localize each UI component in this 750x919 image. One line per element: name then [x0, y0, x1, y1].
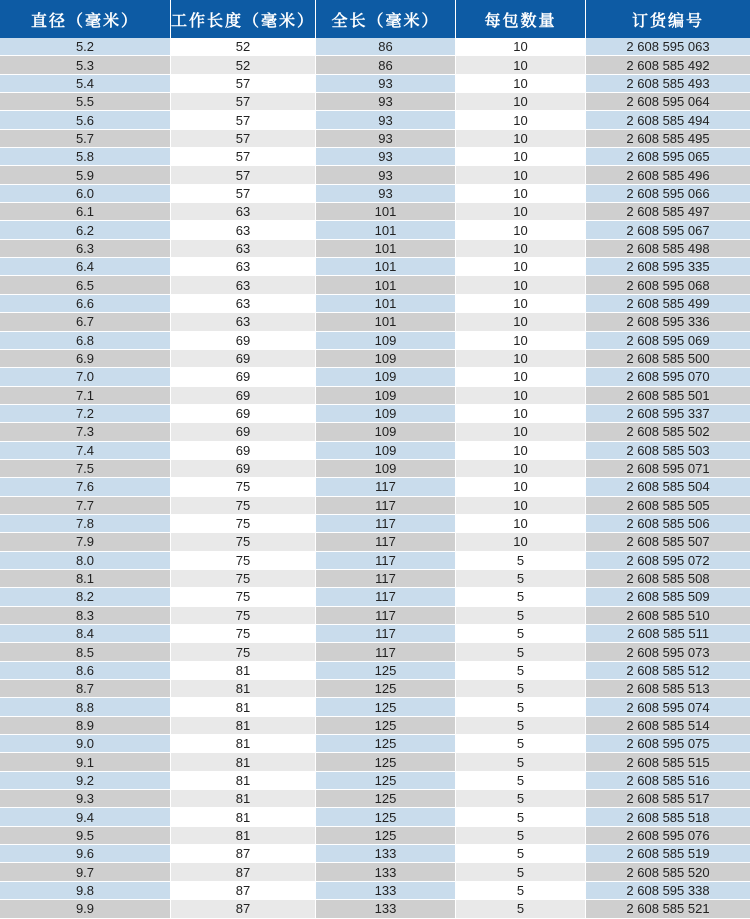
- diameter-cell: 7.8: [0, 515, 170, 533]
- pack-quantity-cell: 5: [455, 882, 585, 900]
- total-length-cell: 101: [315, 313, 455, 331]
- total-length-cell: 109: [315, 368, 455, 386]
- order-number-cell: 2 608 595 335: [585, 258, 750, 276]
- pack-quantity-cell: 10: [455, 533, 585, 551]
- working-length-cell: 63: [170, 258, 315, 276]
- pack-quantity-cell: 10: [455, 276, 585, 294]
- diameter-cell: 9.6: [0, 845, 170, 863]
- total-length-cell: 117: [315, 533, 455, 551]
- order-number-cell: 2 608 595 063: [585, 38, 750, 56]
- diameter-cell: 9.4: [0, 808, 170, 826]
- order-number-cell: 2 608 595 064: [585, 93, 750, 111]
- diameter-cell: 5.2: [0, 38, 170, 56]
- working-length-cell: 57: [170, 111, 315, 129]
- diameter-cell: 9.5: [0, 827, 170, 845]
- table-row: [0, 185, 750, 203]
- pack-quantity-cell: 10: [455, 240, 585, 258]
- total-length-cell: 86: [315, 56, 455, 74]
- working-length-cell: 75: [170, 625, 315, 643]
- diameter-cell: 9.7: [0, 863, 170, 881]
- diameter-cell: 7.1: [0, 387, 170, 405]
- diameter-cell: 7.2: [0, 405, 170, 423]
- total-length-cell: 109: [315, 442, 455, 460]
- pack-quantity-cell: 10: [455, 93, 585, 111]
- table-row: [0, 808, 750, 826]
- order-number-cell: 2 608 585 497: [585, 203, 750, 221]
- working-length-cell: 75: [170, 515, 315, 533]
- total-length-cell: 125: [315, 680, 455, 698]
- pack-quantity-cell: 5: [455, 588, 585, 606]
- table-row: [0, 93, 750, 111]
- table-row: [0, 827, 750, 845]
- table-row: [0, 276, 750, 294]
- total-length-cell: 101: [315, 203, 455, 221]
- table-row: [0, 570, 750, 588]
- total-length-cell: 109: [315, 405, 455, 423]
- pack-quantity-cell: 5: [455, 863, 585, 881]
- diameter-cell: 5.9: [0, 166, 170, 184]
- table-row: [0, 643, 750, 661]
- pack-quantity-cell: 10: [455, 497, 585, 515]
- diameter-cell: 8.7: [0, 680, 170, 698]
- diameter-cell: 6.2: [0, 221, 170, 239]
- working-length-cell: 81: [170, 808, 315, 826]
- working-length-cell: 63: [170, 276, 315, 294]
- pack-quantity-cell: 5: [455, 735, 585, 753]
- table-row: [0, 497, 750, 515]
- order-number-cell: 2 608 585 509: [585, 588, 750, 606]
- working-length-cell: 69: [170, 405, 315, 423]
- working-length-cell: 81: [170, 698, 315, 716]
- diameter-cell: 8.4: [0, 625, 170, 643]
- order-number-cell: 2 608 595 076: [585, 827, 750, 845]
- diameter-cell: 8.9: [0, 717, 170, 735]
- total-length-cell: 125: [315, 735, 455, 753]
- total-length-cell: 117: [315, 515, 455, 533]
- order-number-cell: 2 608 585 511: [585, 625, 750, 643]
- working-length-cell: 75: [170, 607, 315, 625]
- order-number-cell: 2 608 595 337: [585, 405, 750, 423]
- total-length-cell: 125: [315, 698, 455, 716]
- working-length-cell: 75: [170, 552, 315, 570]
- pack-quantity-cell: 5: [455, 772, 585, 790]
- table-row: [0, 625, 750, 643]
- total-length-cell: 133: [315, 845, 455, 863]
- header-working-length: 工作长度（毫米）: [170, 0, 315, 38]
- table-row: [0, 56, 750, 74]
- pack-quantity-cell: 10: [455, 478, 585, 496]
- pack-quantity-cell: 5: [455, 625, 585, 643]
- order-number-cell: 2 608 595 072: [585, 552, 750, 570]
- table-row: [0, 258, 750, 276]
- diameter-cell: 6.4: [0, 258, 170, 276]
- working-length-cell: 57: [170, 148, 315, 166]
- order-number-cell: 2 608 585 516: [585, 772, 750, 790]
- pack-quantity-cell: 10: [455, 38, 585, 56]
- order-number-cell: 2 608 585 518: [585, 808, 750, 826]
- pack-quantity-cell: 10: [455, 350, 585, 368]
- pack-quantity-cell: 10: [455, 221, 585, 239]
- pack-quantity-cell: 10: [455, 405, 585, 423]
- order-number-cell: 2 608 585 515: [585, 753, 750, 771]
- diameter-cell: 6.1: [0, 203, 170, 221]
- table-row: [0, 717, 750, 735]
- pack-quantity-cell: 10: [455, 442, 585, 460]
- working-length-cell: 81: [170, 735, 315, 753]
- order-number-cell: 2 608 585 499: [585, 295, 750, 313]
- working-length-cell: 69: [170, 387, 315, 405]
- diameter-cell: 9.0: [0, 735, 170, 753]
- working-length-cell: 81: [170, 772, 315, 790]
- total-length-cell: 125: [315, 827, 455, 845]
- table-row: [0, 350, 750, 368]
- order-number-cell: 2 608 585 521: [585, 900, 750, 918]
- order-number-cell: 2 608 585 503: [585, 442, 750, 460]
- total-length-cell: 109: [315, 350, 455, 368]
- table-body: [0, 38, 750, 919]
- total-length-cell: 133: [315, 863, 455, 881]
- total-length-cell: 117: [315, 497, 455, 515]
- diameter-cell: 7.7: [0, 497, 170, 515]
- pack-quantity-cell: 10: [455, 203, 585, 221]
- working-length-cell: 75: [170, 570, 315, 588]
- diameter-cell: 5.8: [0, 148, 170, 166]
- diameter-cell: 6.6: [0, 295, 170, 313]
- table-row: [0, 423, 750, 441]
- table-row: [0, 75, 750, 93]
- diameter-cell: 9.3: [0, 790, 170, 808]
- diameter-cell: 8.6: [0, 662, 170, 680]
- pack-quantity-cell: 5: [455, 845, 585, 863]
- diameter-cell: 8.8: [0, 698, 170, 716]
- pack-quantity-cell: 5: [455, 900, 585, 918]
- pack-quantity-cell: 5: [455, 808, 585, 826]
- diameter-cell: 5.7: [0, 130, 170, 148]
- table-row: [0, 295, 750, 313]
- pack-quantity-cell: 10: [455, 313, 585, 331]
- diameter-cell: 6.0: [0, 185, 170, 203]
- table-row: [0, 588, 750, 606]
- total-length-cell: 109: [315, 460, 455, 478]
- working-length-cell: 87: [170, 863, 315, 881]
- total-length-cell: 125: [315, 790, 455, 808]
- diameter-cell: 5.5: [0, 93, 170, 111]
- diameter-cell: 8.1: [0, 570, 170, 588]
- diameter-cell: 7.3: [0, 423, 170, 441]
- pack-quantity-cell: 5: [455, 827, 585, 845]
- table-row: [0, 662, 750, 680]
- table-row: [0, 166, 750, 184]
- order-number-cell: 2 608 595 338: [585, 882, 750, 900]
- pack-quantity-cell: 5: [455, 552, 585, 570]
- pack-quantity-cell: 10: [455, 130, 585, 148]
- working-length-cell: 81: [170, 662, 315, 680]
- pack-quantity-cell: 5: [455, 607, 585, 625]
- order-number-cell: 2 608 585 505: [585, 497, 750, 515]
- pack-quantity-cell: 5: [455, 662, 585, 680]
- total-length-cell: 93: [315, 148, 455, 166]
- working-length-cell: 57: [170, 93, 315, 111]
- diameter-cell: 9.8: [0, 882, 170, 900]
- order-number-cell: 2 608 585 495: [585, 130, 750, 148]
- working-length-cell: 69: [170, 460, 315, 478]
- pack-quantity-cell: 10: [455, 148, 585, 166]
- table-row: [0, 882, 750, 900]
- table-row: [0, 772, 750, 790]
- working-length-cell: 75: [170, 478, 315, 496]
- order-number-cell: 2 608 595 336: [585, 313, 750, 331]
- diameter-cell: 9.2: [0, 772, 170, 790]
- pack-quantity-cell: 5: [455, 643, 585, 661]
- total-length-cell: 86: [315, 38, 455, 56]
- order-number-cell: 2 608 585 508: [585, 570, 750, 588]
- pack-quantity-cell: 10: [455, 111, 585, 129]
- working-length-cell: 69: [170, 442, 315, 460]
- working-length-cell: 75: [170, 497, 315, 515]
- header-row: [0, 0, 750, 38]
- working-length-cell: 63: [170, 221, 315, 239]
- diameter-cell: 7.6: [0, 478, 170, 496]
- working-length-cell: 69: [170, 423, 315, 441]
- order-number-cell: 2 608 595 066: [585, 185, 750, 203]
- total-length-cell: 125: [315, 662, 455, 680]
- total-length-cell: 125: [315, 808, 455, 826]
- pack-quantity-cell: 5: [455, 698, 585, 716]
- table-row: [0, 698, 750, 716]
- order-number-cell: 2 608 585 512: [585, 662, 750, 680]
- diameter-cell: 6.8: [0, 332, 170, 350]
- header-pack-quantity: 每包数量: [455, 0, 585, 38]
- pack-quantity-cell: 5: [455, 753, 585, 771]
- table-row: [0, 900, 750, 918]
- total-length-cell: 93: [315, 185, 455, 203]
- pack-quantity-cell: 5: [455, 790, 585, 808]
- order-number-cell: 2 608 585 498: [585, 240, 750, 258]
- table-row: [0, 790, 750, 808]
- pack-quantity-cell: 10: [455, 56, 585, 74]
- working-length-cell: 75: [170, 643, 315, 661]
- table-row: [0, 148, 750, 166]
- diameter-cell: 6.7: [0, 313, 170, 331]
- table-row: [0, 38, 750, 56]
- table-header: [0, 0, 750, 38]
- diameter-cell: 6.5: [0, 276, 170, 294]
- order-number-cell: 2 608 585 514: [585, 717, 750, 735]
- diameter-cell: 9.1: [0, 753, 170, 771]
- working-length-cell: 81: [170, 717, 315, 735]
- working-length-cell: 87: [170, 900, 315, 918]
- order-number-cell: 2 608 595 067: [585, 221, 750, 239]
- order-number-cell: 2 608 585 502: [585, 423, 750, 441]
- table-row: [0, 478, 750, 496]
- total-length-cell: 109: [315, 387, 455, 405]
- table-row: [0, 332, 750, 350]
- total-length-cell: 133: [315, 900, 455, 918]
- table-row: [0, 533, 750, 551]
- pack-quantity-cell: 5: [455, 570, 585, 588]
- diameter-cell: 6.3: [0, 240, 170, 258]
- pack-quantity-cell: 10: [455, 460, 585, 478]
- table-row: [0, 552, 750, 570]
- order-number-cell: 2 608 585 507: [585, 533, 750, 551]
- total-length-cell: 109: [315, 423, 455, 441]
- working-length-cell: 81: [170, 790, 315, 808]
- working-length-cell: 63: [170, 295, 315, 313]
- working-length-cell: 52: [170, 56, 315, 74]
- header-order-number: 订货编号: [585, 0, 750, 38]
- total-length-cell: 101: [315, 258, 455, 276]
- table-row: [0, 515, 750, 533]
- pack-quantity-cell: 10: [455, 185, 585, 203]
- total-length-cell: 125: [315, 717, 455, 735]
- diameter-cell: 5.4: [0, 75, 170, 93]
- total-length-cell: 101: [315, 221, 455, 239]
- total-length-cell: 133: [315, 882, 455, 900]
- order-number-cell: 2 608 595 069: [585, 332, 750, 350]
- pack-quantity-cell: 10: [455, 295, 585, 313]
- order-number-cell: 2 608 595 070: [585, 368, 750, 386]
- order-number-cell: 2 608 585 493: [585, 75, 750, 93]
- order-number-cell: 2 608 585 506: [585, 515, 750, 533]
- order-number-cell: 2 608 595 074: [585, 698, 750, 716]
- pack-quantity-cell: 10: [455, 75, 585, 93]
- pack-quantity-cell: 10: [455, 423, 585, 441]
- working-length-cell: 81: [170, 827, 315, 845]
- total-length-cell: 93: [315, 75, 455, 93]
- working-length-cell: 69: [170, 368, 315, 386]
- working-length-cell: 87: [170, 845, 315, 863]
- diameter-cell: 7.5: [0, 460, 170, 478]
- pack-quantity-cell: 10: [455, 166, 585, 184]
- total-length-cell: 101: [315, 276, 455, 294]
- table-row: [0, 442, 750, 460]
- diameter-cell: 8.0: [0, 552, 170, 570]
- pack-quantity-cell: 10: [455, 515, 585, 533]
- pack-quantity-cell: 10: [455, 368, 585, 386]
- pack-quantity-cell: 10: [455, 332, 585, 350]
- working-length-cell: 57: [170, 166, 315, 184]
- working-length-cell: 52: [170, 38, 315, 56]
- working-length-cell: 87: [170, 882, 315, 900]
- working-length-cell: 69: [170, 350, 315, 368]
- order-number-cell: 2 608 595 073: [585, 643, 750, 661]
- order-number-cell: 2 608 585 496: [585, 166, 750, 184]
- table-row: [0, 130, 750, 148]
- diameter-cell: 6.9: [0, 350, 170, 368]
- working-length-cell: 63: [170, 240, 315, 258]
- total-length-cell: 117: [315, 552, 455, 570]
- pack-quantity-cell: 5: [455, 717, 585, 735]
- working-length-cell: 63: [170, 313, 315, 331]
- diameter-cell: 5.6: [0, 111, 170, 129]
- total-length-cell: 117: [315, 478, 455, 496]
- table-row: [0, 221, 750, 239]
- table-row: [0, 387, 750, 405]
- working-length-cell: 63: [170, 203, 315, 221]
- pack-quantity-cell: 5: [455, 680, 585, 698]
- table-row: [0, 680, 750, 698]
- table-row: [0, 240, 750, 258]
- total-length-cell: 109: [315, 332, 455, 350]
- order-number-cell: 2 608 595 068: [585, 276, 750, 294]
- pack-quantity-cell: 10: [455, 258, 585, 276]
- total-length-cell: 117: [315, 625, 455, 643]
- total-length-cell: 93: [315, 111, 455, 129]
- order-number-cell: 2 608 585 510: [585, 607, 750, 625]
- total-length-cell: 101: [315, 240, 455, 258]
- table-row: [0, 313, 750, 331]
- working-length-cell: 81: [170, 753, 315, 771]
- table-row: [0, 203, 750, 221]
- total-length-cell: 93: [315, 93, 455, 111]
- order-number-cell: 2 608 585 500: [585, 350, 750, 368]
- header-total-length: 全长（毫米）: [315, 0, 455, 38]
- working-length-cell: 81: [170, 680, 315, 698]
- working-length-cell: 75: [170, 588, 315, 606]
- total-length-cell: 93: [315, 130, 455, 148]
- working-length-cell: 75: [170, 533, 315, 551]
- diameter-cell: 9.9: [0, 900, 170, 918]
- table-row: [0, 460, 750, 478]
- working-length-cell: 57: [170, 185, 315, 203]
- order-number-cell: 2 608 585 520: [585, 863, 750, 881]
- diameter-cell: 7.4: [0, 442, 170, 460]
- order-number-cell: 2 608 585 517: [585, 790, 750, 808]
- diameter-cell: 5.3: [0, 56, 170, 74]
- order-number-cell: 2 608 585 504: [585, 478, 750, 496]
- pack-quantity-cell: 10: [455, 387, 585, 405]
- working-length-cell: 57: [170, 75, 315, 93]
- table-row: [0, 368, 750, 386]
- order-number-cell: 2 608 585 494: [585, 111, 750, 129]
- working-length-cell: 57: [170, 130, 315, 148]
- diameter-cell: 7.0: [0, 368, 170, 386]
- order-number-cell: 2 608 585 513: [585, 680, 750, 698]
- order-number-cell: 2 608 595 065: [585, 148, 750, 166]
- table-row: [0, 111, 750, 129]
- table-row: [0, 845, 750, 863]
- table-row: [0, 405, 750, 423]
- table-row: [0, 735, 750, 753]
- total-length-cell: 117: [315, 607, 455, 625]
- table-row: [0, 607, 750, 625]
- total-length-cell: 117: [315, 643, 455, 661]
- total-length-cell: 125: [315, 772, 455, 790]
- diameter-cell: 8.5: [0, 643, 170, 661]
- total-length-cell: 101: [315, 295, 455, 313]
- diameter-cell: 8.2: [0, 588, 170, 606]
- working-length-cell: 69: [170, 332, 315, 350]
- total-length-cell: 117: [315, 570, 455, 588]
- total-length-cell: 125: [315, 753, 455, 771]
- order-number-cell: 2 608 595 071: [585, 460, 750, 478]
- total-length-cell: 93: [315, 166, 455, 184]
- table-row: [0, 863, 750, 881]
- diameter-cell: 7.9: [0, 533, 170, 551]
- total-length-cell: 117: [315, 588, 455, 606]
- header-diameter: 直径（毫米）: [0, 0, 170, 38]
- order-number-cell: 2 608 585 492: [585, 56, 750, 74]
- table-row: [0, 753, 750, 771]
- order-number-cell: 2 608 595 075: [585, 735, 750, 753]
- order-number-cell: 2 608 585 501: [585, 387, 750, 405]
- diameter-cell: 8.3: [0, 607, 170, 625]
- order-number-cell: 2 608 585 519: [585, 845, 750, 863]
